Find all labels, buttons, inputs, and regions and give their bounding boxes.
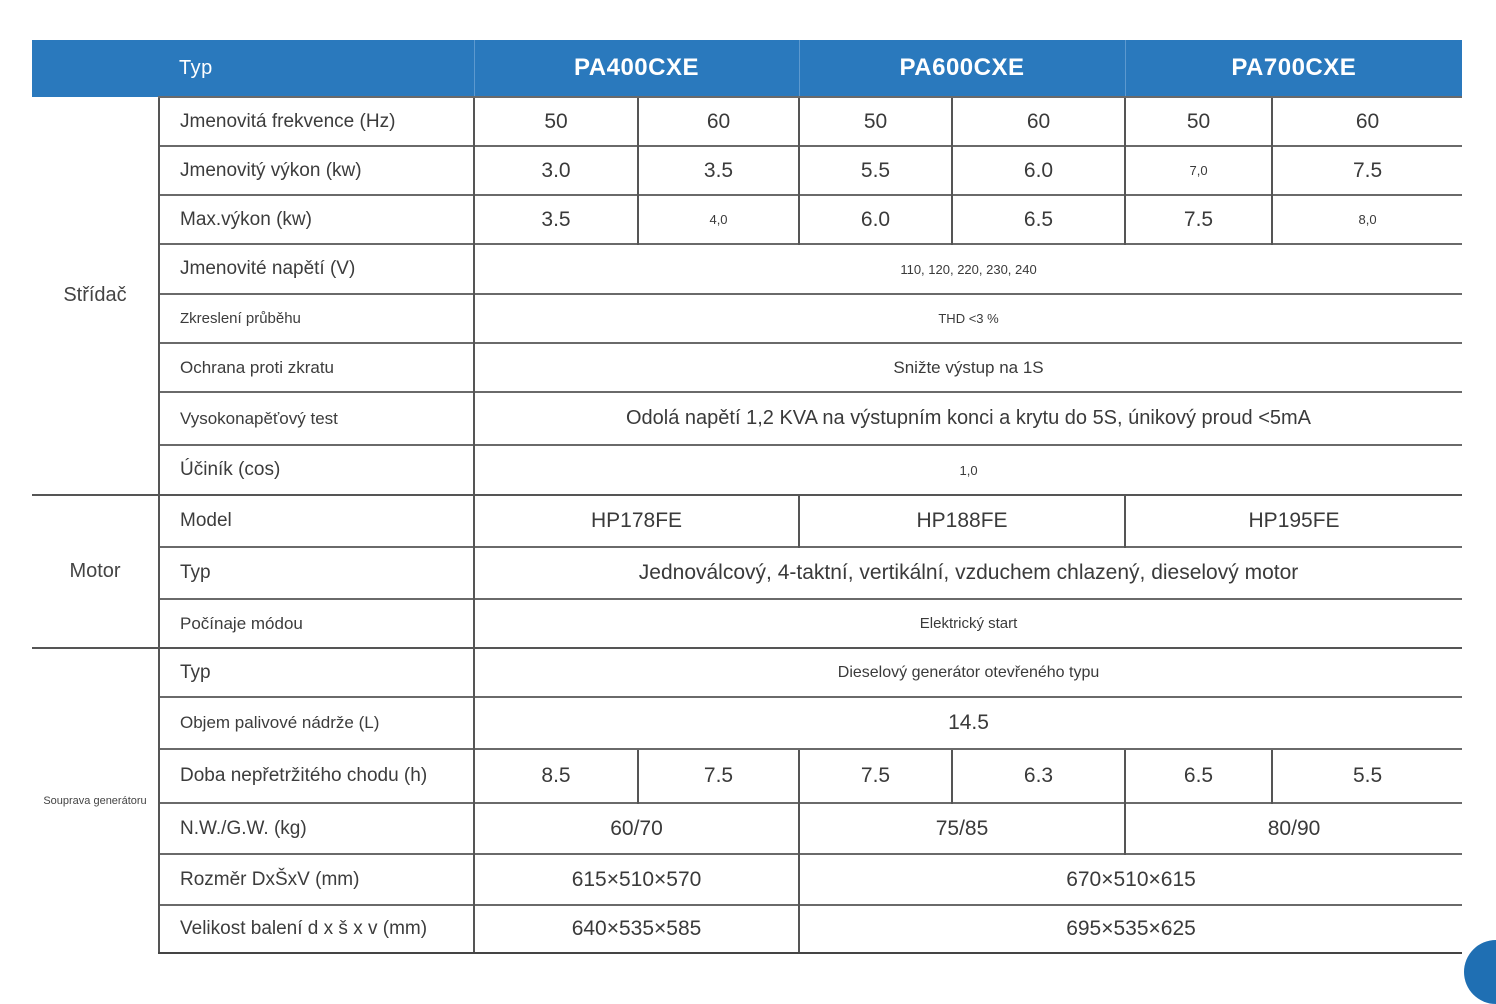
row-rated-power — [32, 146, 1462, 195]
spec-table — [32, 40, 1462, 954]
section-motor: Motor — [32, 495, 159, 648]
row-label: Účiník (cos) — [159, 445, 474, 495]
row-label: Typ — [159, 648, 474, 697]
cell-value: Jednoválcový, 4-taktní, vertikální, vzduchem chlazený, dieselový motor — [474, 547, 1462, 599]
row-label: Velikost balení d x š x v (mm) — [159, 905, 474, 953]
row-start-mode — [32, 599, 1462, 648]
cell-value: 695×535×625 — [799, 905, 1462, 953]
row-engine-model — [32, 495, 1462, 547]
row-label: Model — [159, 495, 474, 547]
cell-value: Odolá napětí 1,2 KVA na výstupním konci a krytu do 5S, únikový proud <5mA — [474, 392, 1462, 445]
header-row — [32, 40, 1462, 97]
cell-value: 50 — [474, 97, 638, 146]
cell-value: 6.3 — [952, 749, 1125, 803]
section-genset: Souprava generátoru — [32, 648, 159, 953]
row-label: Max.výkon (kw) — [159, 195, 474, 244]
row-dimensions — [32, 854, 1462, 905]
cell-value: 7.5 — [799, 749, 952, 803]
row-runtime — [32, 749, 1462, 803]
cell-value: 670×510×615 — [799, 854, 1462, 905]
row-label: Jmenovitá frekvence (Hz) — [159, 97, 474, 146]
cell-value: 7,0 — [1125, 146, 1272, 195]
cell-value: THD <3 % — [474, 294, 1462, 343]
row-label: Rozměr DxŠxV (mm) — [159, 854, 474, 905]
cell-value: 80/90 — [1125, 803, 1462, 854]
header-model-pa400cxe: PA400CXE — [474, 40, 799, 97]
cell-value: HP178FE — [474, 495, 799, 547]
cell-value: 7.5 — [1272, 146, 1462, 195]
cell-value: 6.5 — [952, 195, 1125, 244]
cell-value: 75/85 — [799, 803, 1125, 854]
row-package — [32, 905, 1462, 953]
row-frequency — [32, 97, 1462, 146]
row-max-power — [32, 195, 1462, 244]
row-label: Typ — [159, 547, 474, 599]
cell-value: 5.5 — [799, 146, 952, 195]
cell-value: 8.5 — [474, 749, 638, 803]
row-label: Objem palivové nádrže (L) — [159, 697, 474, 749]
corner-accent-shape — [1464, 940, 1496, 1004]
cell-value: 8,0 — [1272, 195, 1462, 244]
row-engine-type — [32, 547, 1462, 599]
cell-value: Snižte výstup na 1S — [474, 343, 1462, 392]
cell-value: 60 — [952, 97, 1125, 146]
row-label: Zkreslení průběhu — [159, 294, 474, 343]
row-distortion — [32, 294, 1462, 343]
cell-value: 7.5 — [1125, 195, 1272, 244]
cell-value: 14.5 — [474, 697, 1462, 749]
cell-value: 6.0 — [952, 146, 1125, 195]
cell-value: HP188FE — [799, 495, 1125, 547]
cell-value: 50 — [799, 97, 952, 146]
cell-value: 1,0 — [474, 445, 1462, 495]
row-label: Jmenovitý výkon (kw) — [159, 146, 474, 195]
row-label: Počínaje módou — [159, 599, 474, 648]
cell-value: Dieselový generátor otevřeného typu — [474, 648, 1462, 697]
cell-value: 6.5 — [1125, 749, 1272, 803]
header-type-label: Typ — [32, 40, 474, 97]
row-label: Ochrana proti zkratu — [159, 343, 474, 392]
row-power-factor — [32, 445, 1462, 495]
row-tank — [32, 697, 1462, 749]
cell-value: 60/70 — [474, 803, 799, 854]
row-short-protection — [32, 343, 1462, 392]
cell-value: Elektrický start — [474, 599, 1462, 648]
row-genset-type — [32, 648, 1462, 697]
row-hv-test — [32, 392, 1462, 445]
header-model-pa700cxe: PA700CXE — [1125, 40, 1462, 97]
row-label: Jmenovité napětí (V) — [159, 244, 474, 294]
section-inverter: Střídač — [63, 284, 127, 306]
cell-value: 110, 120, 220, 230, 240 — [474, 244, 1462, 294]
row-voltage — [32, 244, 1462, 294]
cell-value: 6.0 — [799, 195, 952, 244]
cell-value: 3.0 — [474, 146, 638, 195]
header-model-pa600cxe: PA600CXE — [799, 40, 1125, 97]
cell-value: HP195FE — [1125, 495, 1462, 547]
cell-value: 4,0 — [638, 195, 799, 244]
cell-value: 60 — [638, 97, 799, 146]
cell-value: 3.5 — [474, 195, 638, 244]
cell-value: 60 — [1272, 97, 1462, 146]
cell-value: 50 — [1125, 97, 1272, 146]
row-label: Doba nepřetržitého chodu (h) — [159, 749, 474, 803]
row-weight — [32, 803, 1462, 854]
cell-value: 5.5 — [1272, 749, 1462, 803]
row-label: N.W./G.W. (kg) — [159, 803, 474, 854]
cell-value: 615×510×570 — [474, 854, 799, 905]
row-label: Vysokonapěťový test — [159, 392, 474, 445]
cell-value: 7.5 — [638, 749, 799, 803]
cell-value: 3.5 — [638, 146, 799, 195]
cell-value: 640×535×585 — [474, 905, 799, 953]
